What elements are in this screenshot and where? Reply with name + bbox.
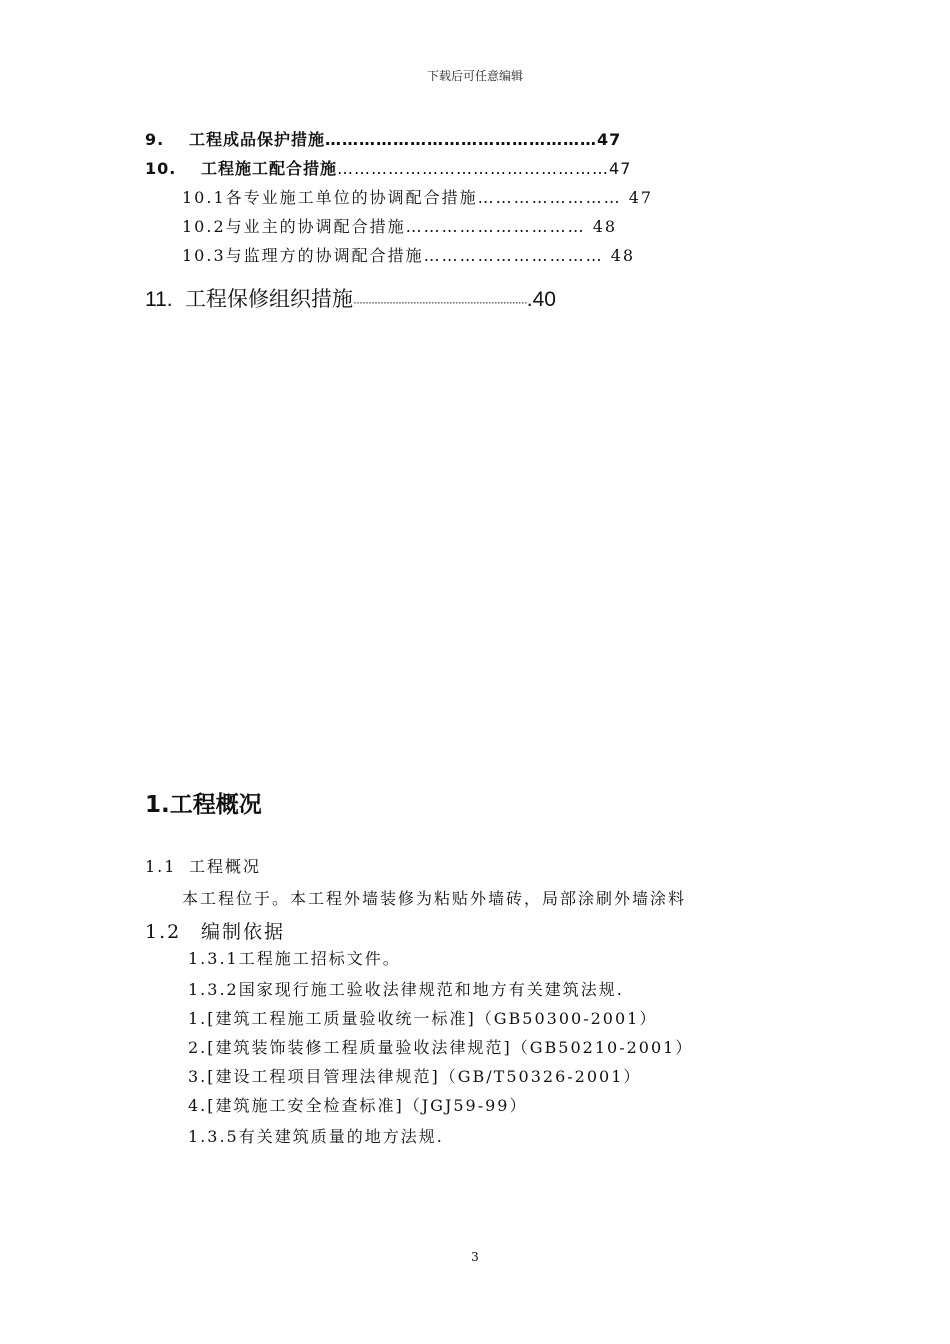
- toc-entry-number: 11.: [145, 288, 173, 311]
- page-number: 3: [471, 1250, 479, 1264]
- subsection-title: 工程概况: [189, 857, 262, 876]
- subsection-number: 1.2: [145, 921, 182, 943]
- toc-entry-page: 47: [609, 159, 632, 178]
- basis-item: 1.3.2国家现行施工验收法律规范和地方有关建筑法规.: [188, 980, 624, 999]
- basis-item: 3.[建设工程项目管理法律规范]（GB/T50326-2001）: [188, 1067, 642, 1086]
- toc-entry-title: 10.3与监理方的协调配合措施: [182, 246, 424, 265]
- toc-entry-title: 工程成品保护措施: [189, 130, 326, 149]
- toc-entry-page: 47: [628, 188, 654, 207]
- section-heading: 1.工程概况: [145, 792, 262, 818]
- toc-entry-title: 工程保修组织措施: [185, 288, 353, 311]
- subsection-title: 编制依据: [201, 921, 286, 943]
- toc-entry-title: 工程施工配合措施: [201, 159, 338, 178]
- toc-entry-10[interactable]: [145, 156, 631, 179]
- basis-item: 1.3.1工程施工招标文件。: [188, 949, 401, 968]
- subsection-1-1-text: 本工程位于。本工程外墙装修为粘贴外墙砖，局部涂刷外墙涂料: [182, 889, 687, 908]
- basis-item: 2.[建筑装饰装修工程质量验收法律规范]（GB50210-2001）: [188, 1038, 694, 1057]
- toc-entry-number: 10.: [145, 159, 177, 178]
- basis-item: 1.3.5有关建筑质量的地方法规.: [188, 1127, 444, 1146]
- toc-entry-dots: ··························································: [353, 295, 527, 309]
- subsection-1-2-heading: [145, 917, 285, 944]
- toc-entry-10-3[interactable]: [182, 243, 635, 266]
- toc-entry-10-2[interactable]: [182, 214, 617, 237]
- toc-entry-number: 9.: [145, 130, 165, 149]
- toc-entry-title: 10.2与业主的协调配合措施: [182, 217, 406, 236]
- toc-entry-dots: …………………………: [423, 246, 604, 265]
- subsection-1-1-heading: [145, 854, 261, 877]
- subsection-number: 1.1: [145, 857, 177, 876]
- toc-entry-page: .40: [526, 288, 556, 311]
- basis-item: 1.[建筑工程施工质量验收统一标准]（GB50300-2001）: [188, 1009, 658, 1028]
- toc-entry-10-1[interactable]: [182, 185, 653, 208]
- toc-entry-page: 48: [610, 246, 636, 265]
- toc-entry-dots: ……………………: [477, 188, 622, 207]
- basis-item: 4.[建筑施工安全检查标准]（JGJ59-99）: [188, 1096, 528, 1115]
- toc-entry-dots: …………………………………………: [337, 159, 610, 178]
- toc-entry-page: 47: [597, 130, 622, 149]
- page-header: 下载后可任意编辑: [426, 69, 523, 83]
- toc-entry-11[interactable]: [145, 283, 556, 313]
- toc-entry-page: 48: [592, 217, 618, 236]
- toc-entry-9[interactable]: [145, 127, 621, 150]
- toc-entry-dots: …………………………: [405, 217, 586, 236]
- toc-entry-dots: …………………………………………: [325, 130, 598, 149]
- toc-entry-title: 10.1各专业施工单位的协调配合措施: [182, 188, 478, 207]
